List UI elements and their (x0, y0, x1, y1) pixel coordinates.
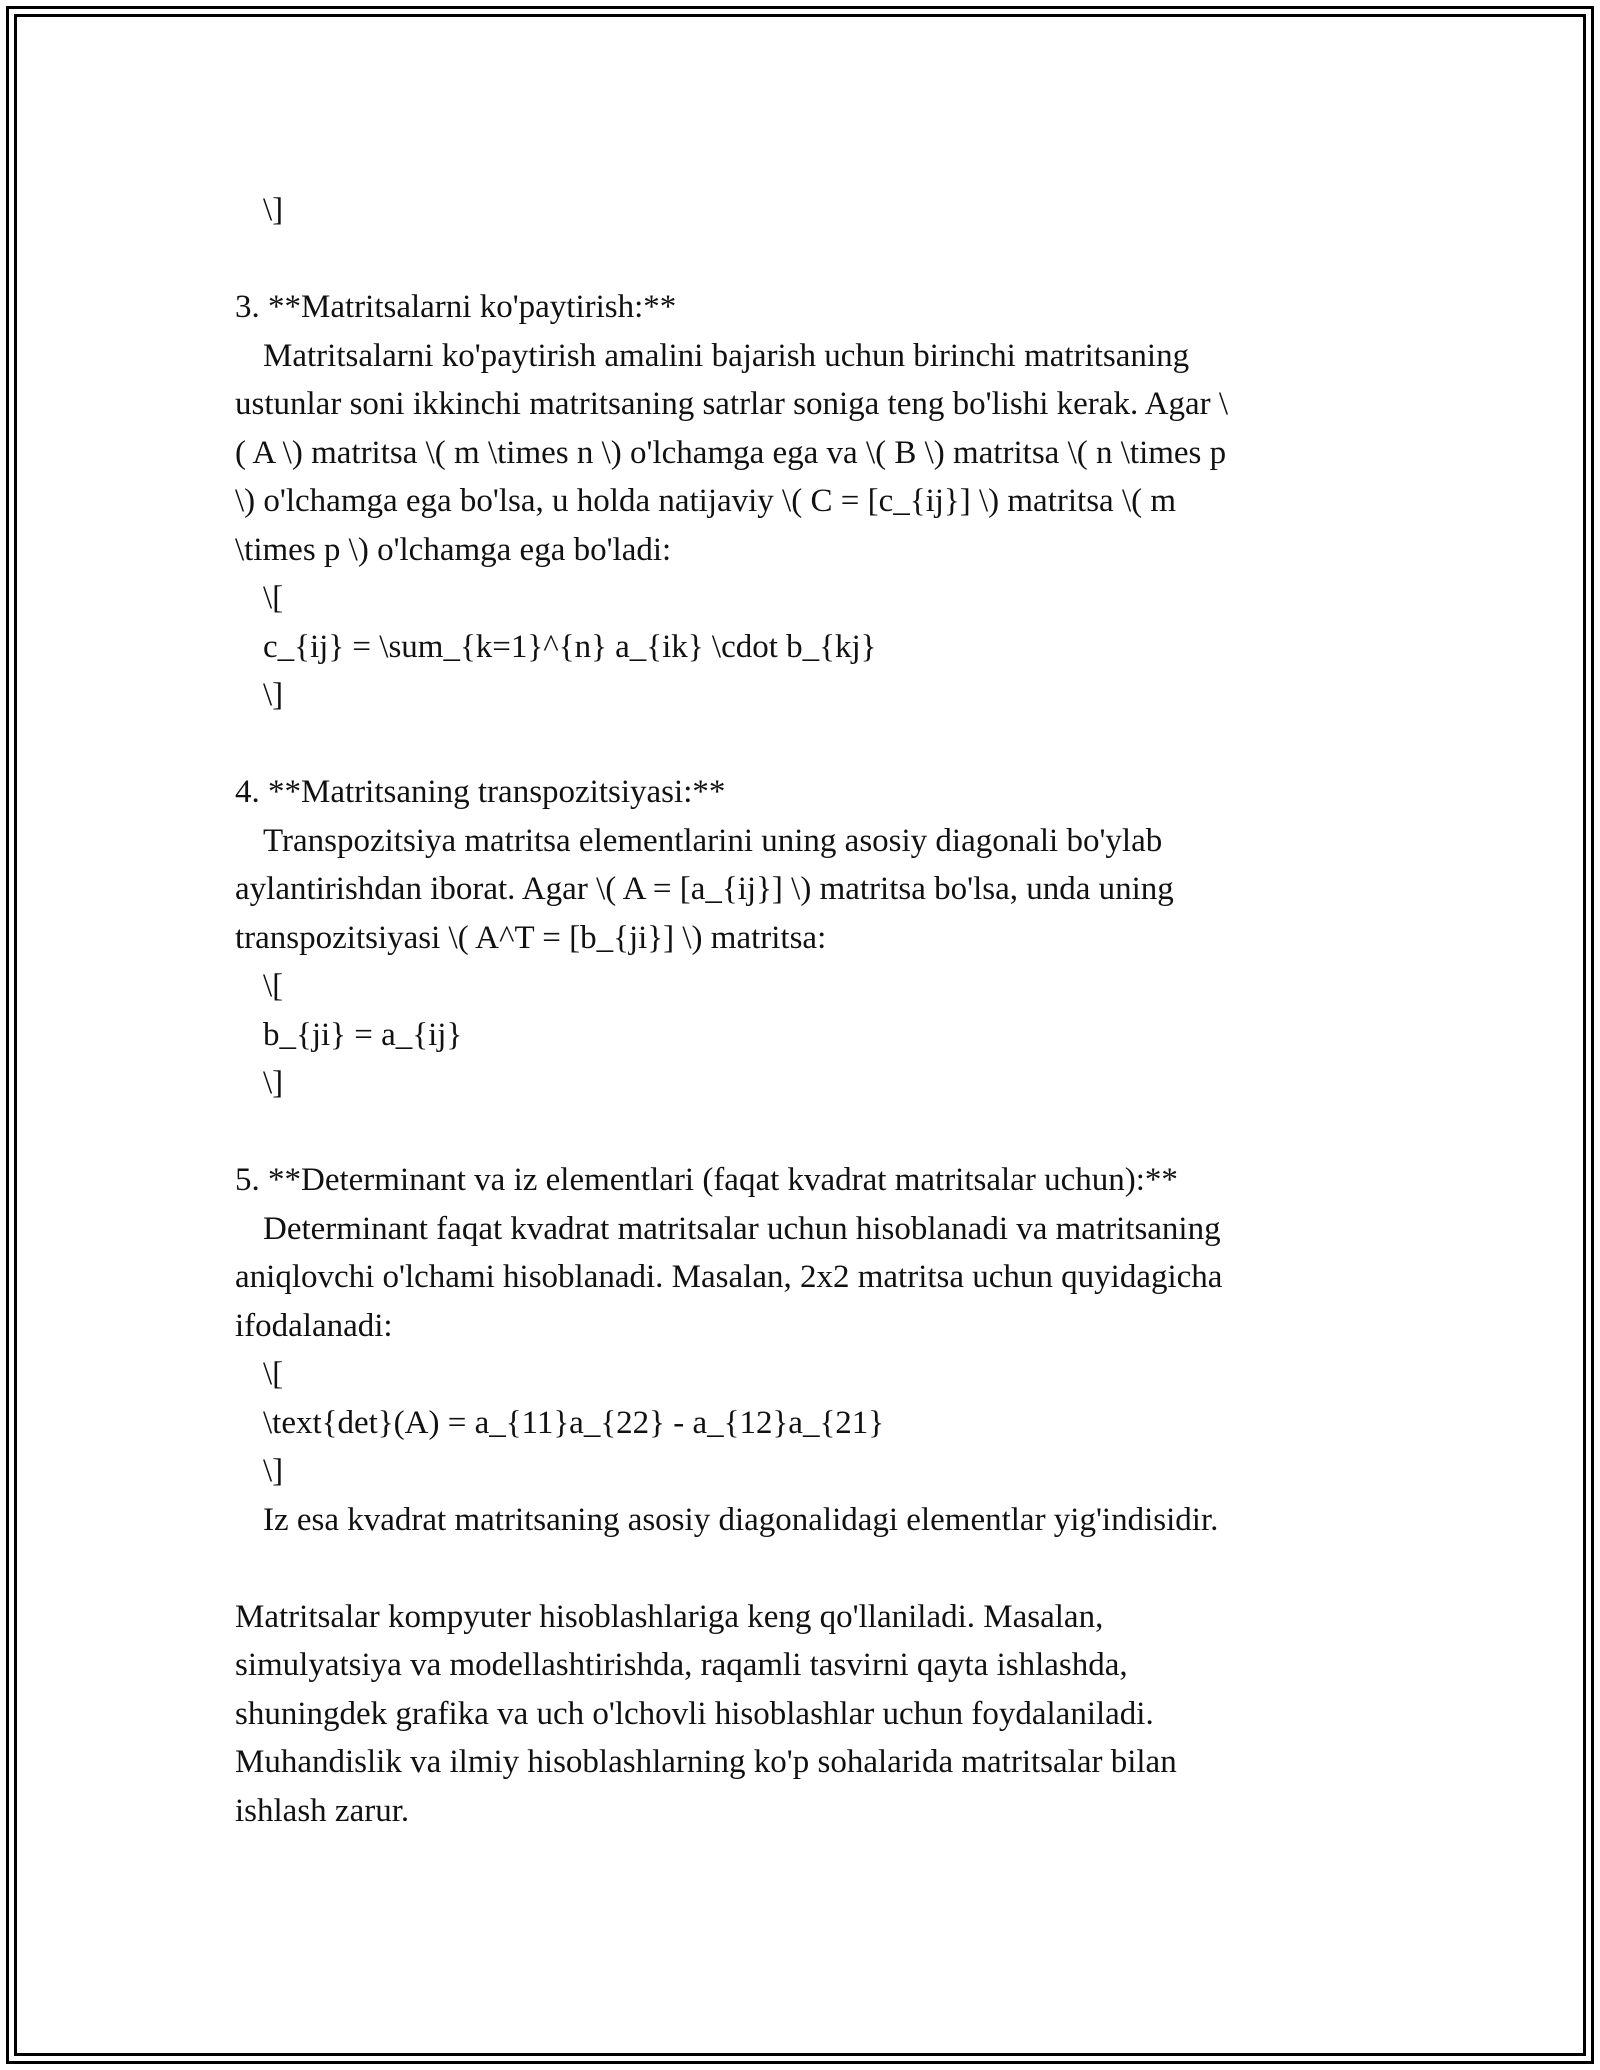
paragraph-line: Determinant faqat kvadrat matritsalar uchun hisoblanadi va matritsaning (263, 1210, 1221, 1247)
closing-paragraph-line: simulyatsiya va modellashtirishda, raqamli tasvirni qayta ishlashda, (235, 1647, 1128, 1683)
closing-paragraph-line: Matritsalar kompyuter hisoblashlariga keng qo'llaniladi. Masalan, (235, 1598, 1104, 1635)
paragraph-line: \times p \) o'lchamga ega bo'ladi: (235, 531, 672, 568)
blank-line (235, 1544, 1355, 1593)
section-heading-determinant: 5. **Determinant va iz elementlari (faqat kvadrat matritsalar uchun):** (235, 1162, 1178, 1198)
math-close-delimiter: \] (263, 1453, 284, 1489)
paragraph-line: Iz esa kvadrat matritsaning asosiy diagonalidagi elementlar yig'indisidir. (263, 1501, 1219, 1538)
paragraph-line: Matritsalarni ko'paytirish amalini bajarish uchun birinchi matritsaning (263, 337, 1190, 374)
blank-line (235, 235, 1355, 284)
math-open-delimiter: \[ (263, 1356, 284, 1392)
section-heading-multiplication: 3. **Matritsalarni ko'paytirish:** (235, 289, 677, 325)
math-close-delimiter: \] (263, 192, 284, 228)
paragraph-line: ustunlar soni ikkinchi matritsaning satrlar soniga teng bo'lishi kerak. Agar \ (235, 386, 1229, 422)
blank-line (235, 1108, 1355, 1157)
closing-paragraph-line: shuningdek grafika va uch o'lchovli hisoblashlar uchun foydalaniladi. (235, 1695, 1154, 1732)
math-formula-product: c_{ij} = \sum_{k=1}^{n} a_{ik} \cdot b_{kj} (263, 628, 877, 665)
math-close-delimiter: \] (263, 677, 284, 713)
paragraph-line: \) o'lchamga ega bo'lsa, u holda natijaviy \( C = [c_{ij}] \) matritsa \( m (235, 483, 1177, 519)
closing-paragraph-line: ishlash zarur. (235, 1792, 410, 1829)
math-formula-determinant: \text{det}(A) = a_{11}a_{22} - a_{12}a_{21} (263, 1404, 885, 1441)
paragraph-line: Transpozitsiya matritsa elementlarini uning asosiy diagonali bo'ylab (263, 822, 1163, 859)
paragraph-line: ( A \) matritsa \( m \times n \) o'lchamga ega va \( B \) matritsa \( n \times p (235, 434, 1227, 471)
paragraph-line: aniqlovchi o'lchami hisoblanadi. Masalan, 2x2 matritsa uchun quyidagicha (235, 1259, 1223, 1295)
math-open-delimiter: \[ (263, 580, 284, 616)
math-close-delimiter: \] (263, 1065, 284, 1101)
math-open-delimiter: \[ (263, 968, 284, 1004)
blank-line (235, 720, 1355, 769)
closing-paragraph-line: Muhandislik va ilmiy hisoblashlarning ko'p sohalarida matritsalar bilan (235, 1744, 1177, 1780)
document-body (235, 186, 1355, 1835)
section-heading-transpose: 4. **Matritsaning transpozitsiyasi:** (235, 774, 726, 810)
paragraph-line: ifodalanadi: (235, 1307, 393, 1344)
math-formula-transpose: b_{ji} = a_{ij} (263, 1016, 463, 1053)
paragraph-line: aylantirishdan iborat. Agar \( A = [a_{ij}] \) matritsa bo'lsa, unda uning (235, 871, 1174, 907)
paragraph-line: transpozitsiyasi \( A^T = [b_{ji}] \) matritsa: (235, 919, 827, 956)
